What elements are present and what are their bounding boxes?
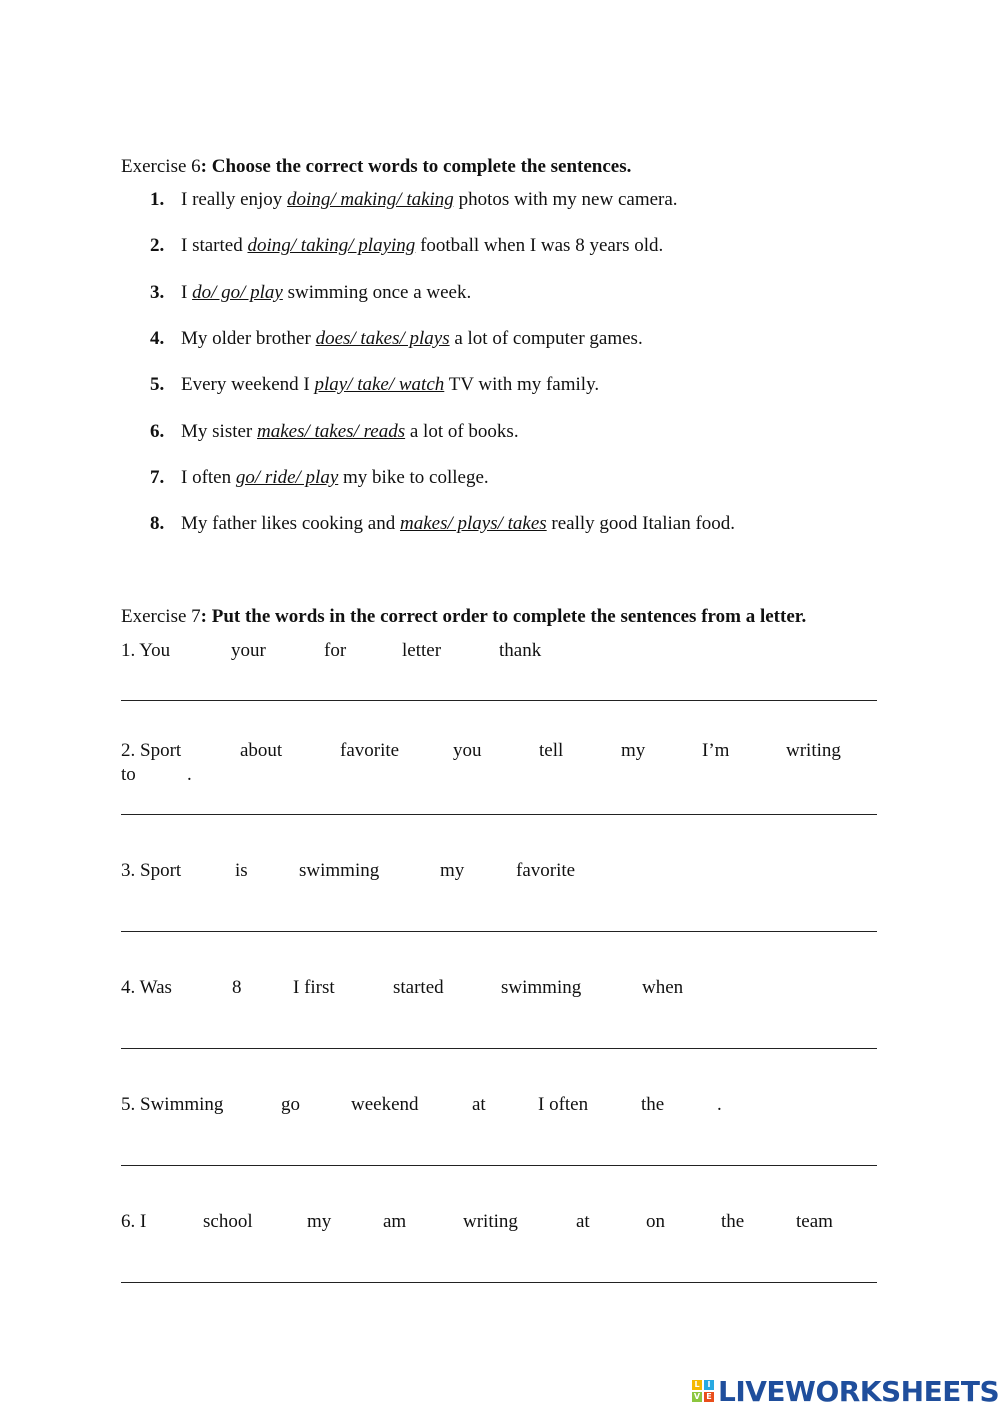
sentence-before: I started <box>181 235 248 256</box>
item-number: 1. <box>150 189 165 210</box>
answer-line[interactable] <box>121 931 877 932</box>
scrambled-word: I’m <box>702 740 730 761</box>
exercise-6-item-6 <box>150 421 519 443</box>
scrambled-word: the <box>721 1211 745 1232</box>
word-choice-options[interactable]: play/ take/ watch <box>314 374 445 395</box>
scrambled-word: at <box>472 1094 486 1115</box>
scrambled-word: tell <box>539 740 564 761</box>
item-number: 4. <box>150 328 165 349</box>
item-number: 8. <box>150 513 165 534</box>
scrambled-word: my <box>440 860 465 881</box>
scrambled-word: . <box>717 1094 722 1115</box>
item-number: 3. <box>150 282 165 303</box>
sentence-before: My sister <box>181 421 257 442</box>
answer-line[interactable] <box>121 1165 877 1166</box>
exercise-6-item-5 <box>150 374 599 396</box>
word-choice-options[interactable]: makes/ plays/ takes <box>399 513 547 534</box>
sentence-after: a lot of books. <box>405 421 519 442</box>
sentence-after: TV with my family. <box>444 374 600 395</box>
exercise-7-label: Exercise 7 <box>121 606 201 627</box>
sentence-before: My father likes cooking and <box>181 513 400 534</box>
scrambled-word: to <box>121 764 136 785</box>
answer-line[interactable] <box>121 1282 877 1283</box>
answer-line[interactable] <box>121 700 877 701</box>
scrambled-word: writing <box>786 740 841 761</box>
scrambled-word: . <box>187 764 192 785</box>
word-choice-options[interactable]: do/ go/ play <box>192 282 283 303</box>
word-choice-options[interactable]: doing/ making/ taking <box>287 189 454 210</box>
scrambled-word: my <box>621 740 646 761</box>
exercise-6-item-7 <box>150 467 489 489</box>
sentence-after: a lot of computer games. <box>449 328 643 349</box>
scrambled-word: school <box>203 1211 253 1232</box>
exercise-6-item-2 <box>150 235 663 257</box>
scrambled-word: weekend <box>351 1094 419 1115</box>
exercise-7-instruction: : Put the words in the correct order to complete the sentences from a letter. <box>200 606 807 627</box>
scrambled-word: swimming <box>501 977 582 998</box>
scrambled-word: 6. I <box>121 1211 147 1232</box>
logo-tiles-icon <box>692 1380 714 1402</box>
scrambled-word: 8 <box>232 977 242 998</box>
scrambled-word: the <box>641 1094 665 1115</box>
scrambled-word: swimming <box>299 860 380 881</box>
scrambled-word: is <box>235 860 248 881</box>
exercise-6-colon: : <box>200 156 207 177</box>
logo-wordmark: LIVEWORKSHEETS <box>718 1374 1000 1408</box>
logo-tile-e: E <box>704 1392 714 1402</box>
exercise-6-item-4 <box>150 328 643 350</box>
item-number: 6. <box>150 421 165 442</box>
scrambled-word: for <box>324 640 347 661</box>
liveworksheets-logo[interactable] <box>692 1374 999 1408</box>
scrambled-word: favorite <box>340 740 400 761</box>
item-number: 2. <box>150 235 165 256</box>
word-choice-options[interactable]: does/ takes/ plays <box>315 328 450 349</box>
answer-line[interactable] <box>121 1048 877 1049</box>
scrambled-word: letter <box>402 640 442 661</box>
exercise-6-instruction: Choose the correct words to complete the sentences. <box>211 156 632 177</box>
word-choice-options[interactable]: makes/ takes/ reads <box>257 421 406 442</box>
scrambled-word: you <box>453 740 482 761</box>
scrambled-word: about <box>240 740 283 761</box>
scrambled-word: 2. Sport <box>121 740 182 761</box>
scrambled-word: 1. You <box>121 640 171 661</box>
scrambled-word: team <box>796 1211 833 1232</box>
sentence-after: swimming once a week. <box>282 282 472 303</box>
sentence-before: My older brother <box>181 328 316 349</box>
word-choice-options[interactable]: go/ ride/ play <box>235 467 339 488</box>
item-number: 7. <box>150 467 165 488</box>
sentence-after: photos with my new camera. <box>453 189 678 210</box>
scrambled-word: 4. Was <box>121 977 172 998</box>
exercise-7-heading <box>121 606 806 628</box>
scrambled-word: at <box>576 1211 590 1232</box>
exercise-6-label: Exercise 6 <box>121 156 201 177</box>
scrambled-word: am <box>383 1211 407 1232</box>
scrambled-word: 5. Swimming <box>121 1094 224 1115</box>
scrambled-word: favorite <box>516 860 576 881</box>
word-choice-options[interactable]: doing/ taking/ playing <box>247 235 416 256</box>
scrambled-word: go <box>281 1094 300 1115</box>
exercise-6-item-3 <box>150 282 471 304</box>
logo-tile-v: V <box>693 1392 701 1401</box>
exercise-6-item-8 <box>150 513 735 535</box>
sentence-before: I often <box>181 467 236 488</box>
item-number: 5. <box>150 374 165 395</box>
sentence-before: I <box>181 282 193 303</box>
scrambled-word: your <box>231 640 266 661</box>
exercise-6-heading <box>121 156 631 178</box>
scrambled-word: my <box>307 1211 332 1232</box>
sentence-after: my bike to college. <box>338 467 489 488</box>
scrambled-word: on <box>646 1211 665 1232</box>
scrambled-word: when <box>642 977 684 998</box>
scrambled-word: I often <box>538 1094 589 1115</box>
sentence-before: Every weekend I <box>181 374 315 395</box>
scrambled-word: thank <box>499 640 542 661</box>
sentence-after: football when I was 8 years old. <box>415 235 664 256</box>
sentence-after: really good Italian food. <box>546 513 736 534</box>
logo-tile-l: L <box>692 1380 702 1390</box>
scrambled-word: I first <box>293 977 335 998</box>
sentence-before: I really enjoy <box>181 189 288 210</box>
exercise-6-item-1 <box>150 189 678 211</box>
answer-line[interactable] <box>121 814 877 815</box>
scrambled-word: 3. Sport <box>121 860 182 881</box>
scrambled-word: writing <box>463 1211 518 1232</box>
logo-tile-i: I <box>704 1380 714 1390</box>
scrambled-word: started <box>393 977 444 998</box>
